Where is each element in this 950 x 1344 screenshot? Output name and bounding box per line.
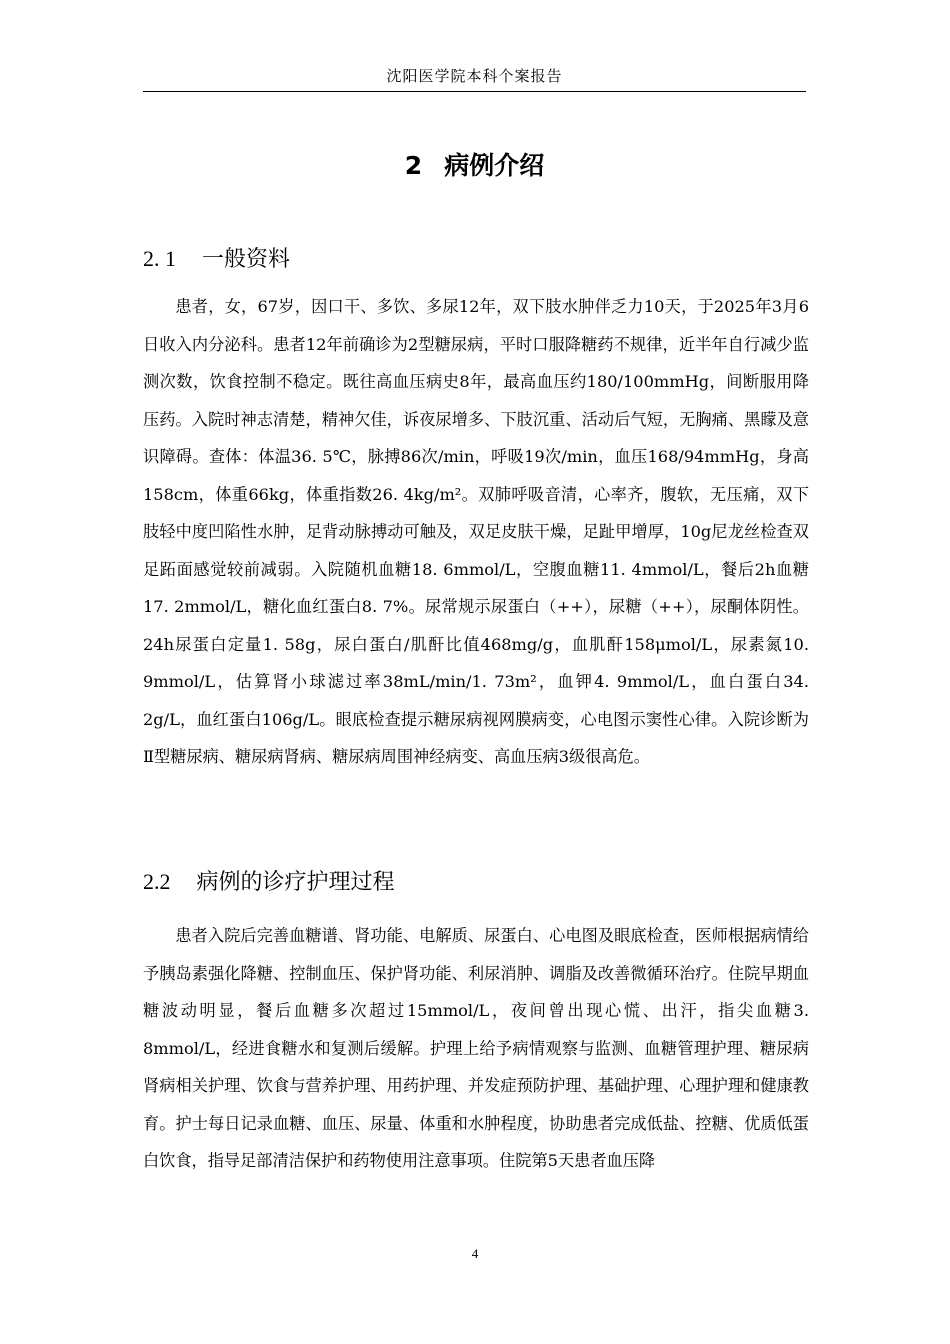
general-info-paragraph: 患者，女，67岁，因口干、多饮、多尿12年，双下肢水肿伴乏力10天，于2025年3月6日收入内分泌科。患者12年前确诊为2型糖尿病，平时口服降糖药不规律，近半年自行减少监测次数，饮食控制不稳定。既往高血压病史8年，最高血压约180/100mmHg，间断服用降压药。入院时神志清楚，精神欠佳，诉夜尿增多、下肢沉重、活动后气短，无胸痛、黑矇及意识障碍。查体：体温36. 5℃，脉搏86次/min，呼吸19次/min，血压168/94mmHg，身高158cm，体重66kg，体重指数26. 4kg/m²。双肺呼吸音清，心率齐，腹软，无压痛，双下肢轻中度凹陷性水肿，足背动脉搏动可触及，双足皮肤干燥，足趾甲增厚，10g尼龙丝检查双足跖面感觉较前减弱。入院随机血糖18. 6mmol/L，空腹血糖11. 4mmol/L，餐后2h血糖17. 2mmol/L，糖化血红蛋白8. 7%。尿常规示尿蛋白（++），尿糖（++），尿酮体阴性。24h尿蛋白定量1. 58g，尿白蛋白/肌酐比值468mg/g，血肌酐158μmol/L，尿素氮10. 9mmol/L，估算肾小球滤过率38mL/min/1. 73m²，血钾4. 9mmol/L，血白蛋白34. 2g/L，血红蛋白106g/L。眼底检查提示糖尿病视网膜病变，心电图示窦性心律。入院诊断为Ⅱ型糖尿病、糖尿病肾病、糖尿病周围神经病变、高血压病3级很高危。: [143, 297, 809, 766]
running-header: 沈阳医学院本科个案报告: [386, 67, 563, 85]
section-heading-treatment-process: [143, 867, 806, 898]
chapter-number: 2: [404, 151, 423, 180]
section-title: 一般资料: [202, 247, 291, 272]
treatment-process-paragraph: 患者入院后完善血糖谱、肾功能、电解质、尿蛋白、心电图及眼底检查，医师根据病情给予胰岛素强化降糖、控制血压、保护肾功能、利尿消肿、调脂及改善微循环治疗。住院早期血糖波动明显，餐后血糖多次超过15mmol/L，夜间曾出现心慌、出汗，指尖血糖3. 8mmol/L，经进食糖水和复测后缓解。护理上给予病情观察与监测、血糖管理护理、糖尿病肾病相关护理、饮食与营养护理、用药护理、并发症预防护理、基础护理、心理护理和健康教育。护士每日记录血糖、血压、尿量、体重和水肿程度，协助患者完成低盐、控糖、优质低蛋白饮食，指导足部清洁保护和药物使用注意事项。住院第5天患者血压降: [143, 926, 809, 1170]
chapter-title: [143, 148, 806, 184]
section-number: 2.2: [143, 869, 171, 894]
header-rule: [143, 91, 806, 92]
section-number: 2. 1: [143, 246, 176, 271]
section-heading-general-info: [143, 244, 806, 275]
page-number: 4: [471, 1246, 479, 1261]
section-title: 病例的诊疗护理过程: [196, 870, 395, 895]
chapter-title-text: 病例介绍: [444, 151, 545, 180]
